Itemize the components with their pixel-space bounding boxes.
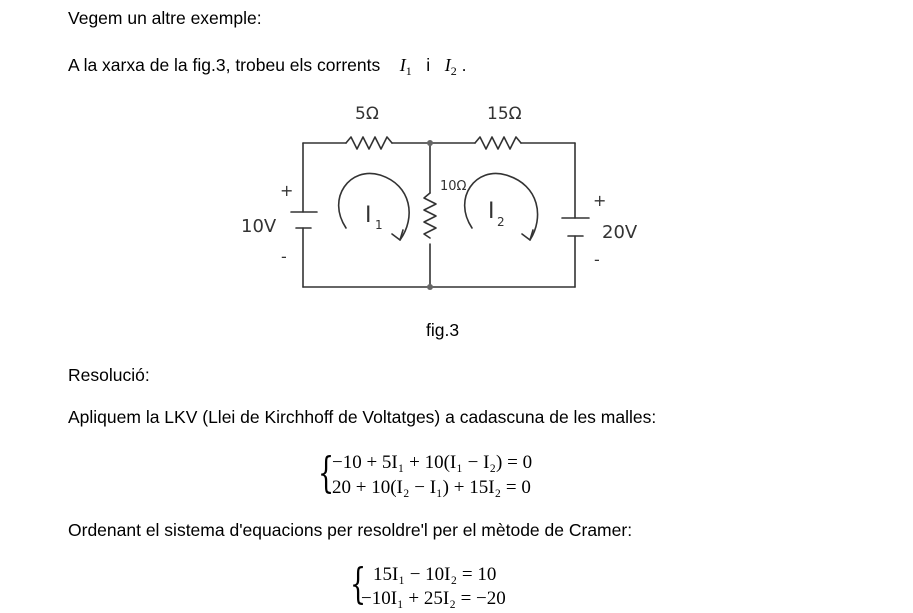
resolution-heading: Resolució: [68,365,150,385]
system2-eq1: 15I₁ − 10I₂ = 10 [373,564,497,585]
loop-1-sub: 1 [375,218,383,232]
label-10-ohm: 10Ω [440,179,467,194]
plus-20v: + [593,191,607,210]
plus-10v: + [280,181,294,200]
label-15-ohm: 15Ω [487,104,522,124]
current-i2-symbol: $I_2$ [444,55,457,78]
loop-2-label: I [488,199,495,224]
question-text: A la xarxa de la fig.3, trobeu els corrents [68,55,381,75]
figure-caption: fig.3 [426,320,460,340]
node-top [427,140,433,146]
loop-1-arrow [339,173,409,240]
question-end: . [461,55,467,75]
loop-2-arrow [465,173,538,240]
label-5-ohm: 5Ω [355,104,379,124]
minus-10v: - [281,247,287,266]
resistor-15-ohm [475,137,521,149]
lkv-text: Apliquem la LKV (Llei de Kirchhoff de Voltatges) a cadascuna de les malles: [68,407,657,427]
cramer-text: Ordenant el sistema d'equacions per resoldre'l per el mètode de Cramer: [68,520,633,540]
loop-1-label: I [365,203,372,228]
resistor-10-ohm [424,193,436,238]
intro-text: Vegem un altre exemple: [68,8,262,28]
system2-brace: { [350,559,367,608]
system2-eq2: −10I₁ + 25I₂ = −20 [361,588,506,609]
label-20v: 20V [602,222,638,243]
minus-20v: - [594,250,600,269]
label-10v: 10V [241,216,277,237]
question-connector: i [426,55,431,75]
node-bottom [427,284,433,290]
system1-eq2: 20 + 10(I₂ − I₁) + 15I₂ = 0 [332,477,531,498]
loop-2-sub: 2 [497,215,505,229]
system1-brace: { [318,448,335,497]
current-i1-symbol: $I_1$ [399,55,412,78]
system1-eq1: −10 + 5I₁ + 10(I₁ − I₂) = 0 [332,452,533,473]
resistor-5-ohm [346,137,392,149]
